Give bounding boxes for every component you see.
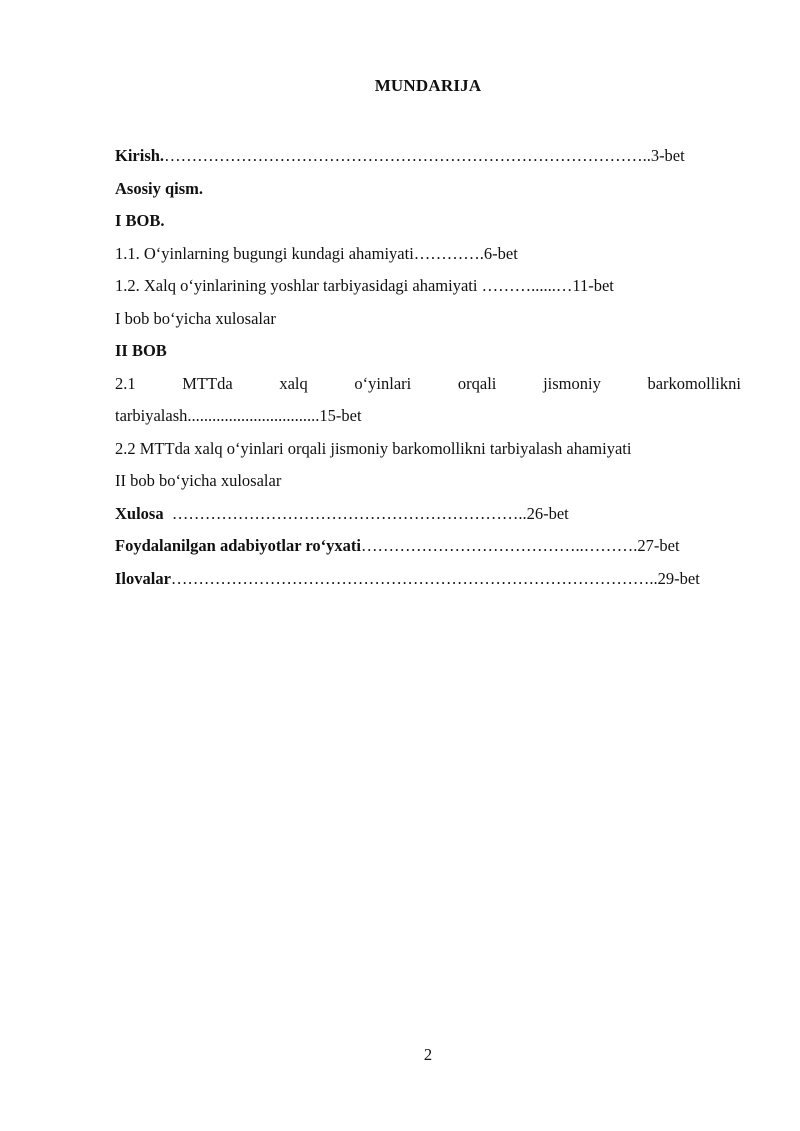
toc-page-ref: 29-bet (657, 568, 700, 588)
toc-entry-label: 1.1. O‘yinlarning bugungi kundagi ahamiyati (115, 243, 414, 263)
toc-word: jismoniy (543, 373, 601, 393)
toc-chapter-conclusion: II bob bo‘yicha xulosalar (115, 471, 282, 490)
toc-chapter-conclusion: I bob bo‘yicha xulosalar (115, 308, 276, 328)
toc-leader: ……………………………………………………….. (163, 503, 527, 523)
toc-entry-label: 1.2. Xalq o‘yinlarining yoshlar tarbiyasidagi ahamiyati (115, 276, 482, 295)
toc-page-ref: 11-bet (572, 276, 614, 295)
toc-leader: …………. (413, 243, 484, 263)
toc-entry-kirish (115, 140, 741, 173)
toc-leader: …………………………………………………………………………….. (164, 146, 651, 165)
toc-entry-adabiyotlar (115, 530, 741, 563)
toc-word: orqali (457, 373, 497, 393)
toc-section-heading: Asosiy qism. (115, 178, 204, 198)
table-of-contents (115, 140, 741, 595)
toc-entry-1-2 (115, 270, 741, 303)
toc-page-ref: 3-bet (650, 146, 685, 165)
toc-leader: ................................ (187, 406, 320, 425)
toc-page-ref: 15-bet (319, 406, 362, 425)
toc-entry-label: Kirish. (115, 146, 165, 165)
toc-entry-label: tarbiyalash (115, 406, 188, 425)
toc-word: o‘yinlari (354, 373, 412, 393)
toc-entry-label: Foydalanilgan adabiyotlar ro‘yxati (115, 536, 362, 555)
toc-page-ref: 6-bet (483, 243, 518, 263)
page-title: MUNDARIJA (374, 76, 482, 95)
toc-word: 2.1 (115, 373, 136, 393)
toc-entry-label: Ilovalar (115, 568, 171, 588)
toc-word: barkomollikni (647, 373, 741, 393)
toc-entry-2-1-continuation (115, 400, 741, 433)
toc-chapter-heading: I BOB. (115, 211, 165, 230)
toc-leader: ………......… (481, 276, 573, 295)
toc-entry-xulosa (115, 498, 741, 531)
toc-entry-label: Xulosa (115, 503, 164, 523)
toc-entry-2-2: 2.2 MTTda xalq o‘yinlari orqali jismoniy barkomollikni tarbiyalash ahamiyati (115, 438, 632, 458)
toc-entry-1-1 (115, 238, 741, 271)
toc-word: xalq (279, 373, 308, 393)
toc-entry-2-1 (115, 368, 741, 401)
toc-word: MTTda (182, 373, 233, 393)
toc-page-ref: 27-bet (637, 536, 680, 555)
toc-leader: …………………………………..………. (361, 536, 638, 555)
toc-entry-ilovalar (115, 563, 741, 596)
toc-leader: …………………………………………………………………………….. (170, 568, 658, 588)
toc-page-ref: 26-bet (526, 503, 569, 523)
page-number: 2 (423, 1045, 433, 1064)
toc-chapter-heading: II BOB (115, 341, 167, 360)
